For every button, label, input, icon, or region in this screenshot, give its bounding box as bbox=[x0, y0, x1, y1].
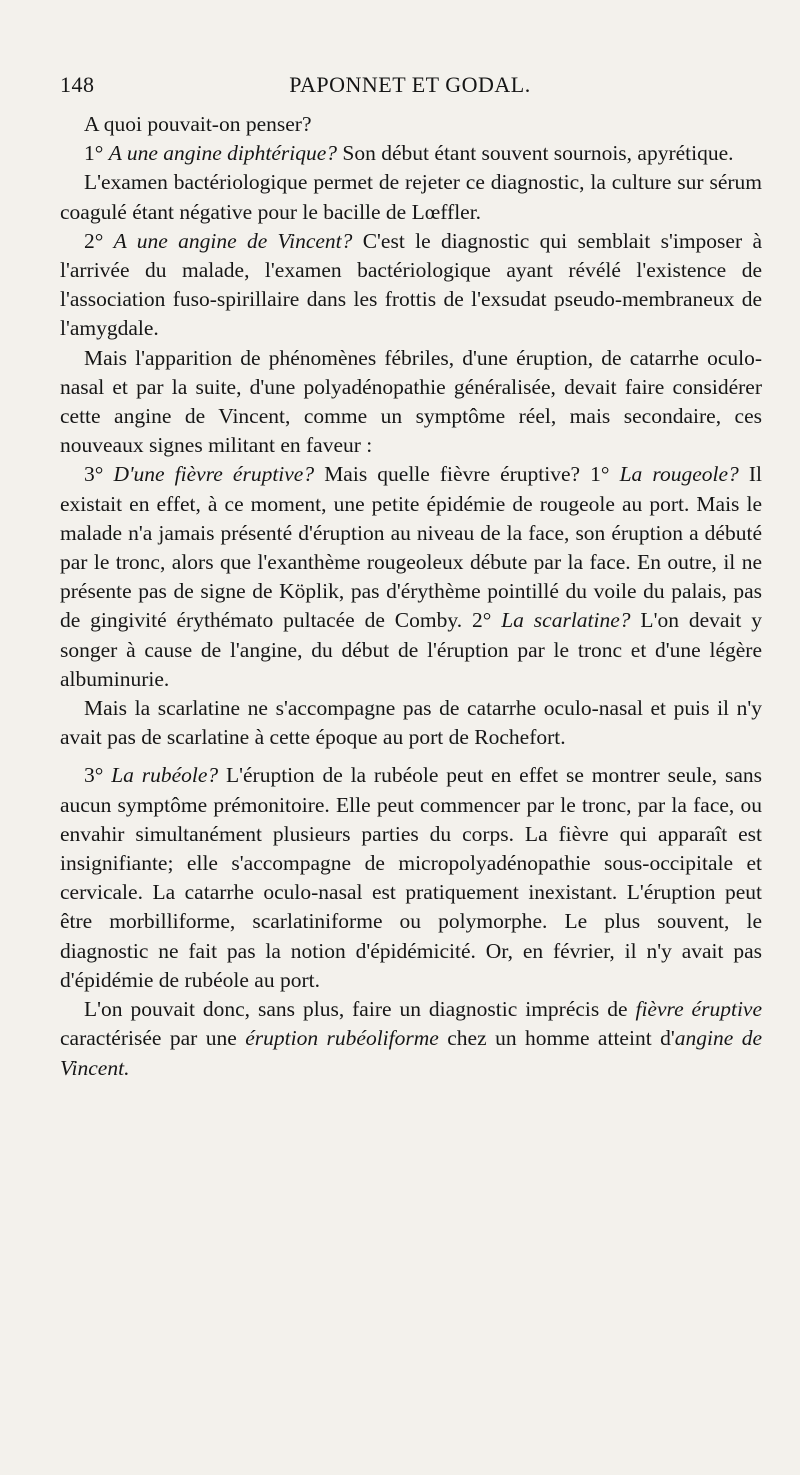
text-run: Mais quelle fièvre éruptive? 1° bbox=[314, 462, 620, 487]
paragraph bbox=[60, 995, 762, 1083]
paragraph bbox=[60, 344, 762, 461]
italic-text: La rubéole? bbox=[111, 763, 219, 788]
italic-text: La rougeole? bbox=[619, 462, 739, 487]
text-run: Il existait en effet, à ce moment, une petite épidémie de rougeole au port. Mais le malade n'a jamais présenté d'éruption au niveau de la face, son éruption a débuté par le tronc, alors que l'exanthème rougeoleux débute par la face. En outre, il ne présente pas de signe de Köplik, pas d'érythème pointillé du voile du palais, pas de gingivité érythémato pultacée de Comby. 2° bbox=[60, 462, 762, 633]
paragraph bbox=[60, 168, 762, 226]
paragraph bbox=[60, 761, 762, 995]
text-run: Mais la scarlatine ne s'accompagne pas de catarrhe oculo-nasal et puis il n'y avait pas de scarlatine à cette époque au port de Rochefort. bbox=[60, 696, 762, 750]
italic-text: éruption rubéoliforme bbox=[245, 1026, 439, 1051]
text-run: C'est le diagnostic qui semblait s'imposer à l'arrivée du malade, l'examen bactériologique ayant révélé l'existence de l'association fuso-spirillaire dans les frottis de l'exsudat pseudo-membraneux de l'amygdale. bbox=[60, 228, 762, 341]
body-text bbox=[60, 110, 762, 1083]
page-number: 148 bbox=[60, 72, 95, 97]
italic-text: angine de Vincent. bbox=[60, 1026, 762, 1080]
text-run: 1° bbox=[84, 141, 109, 166]
paragraph bbox=[60, 227, 762, 344]
paragraph bbox=[60, 110, 762, 139]
italic-text: D'une fièvre éruptive? bbox=[113, 462, 315, 487]
text-run: L'éruption de la rubéole peut en effet se montrer seule, sans aucun symptôme prémonitoire. Elle peut commencer par le tronc, par la face, ou envahir simultanément plusieurs parties du corps. La fièvre qui apparaît est insignifiante; elle s'accompagne de micropolyadénopathie sous-occipitale et cervicale. La catarrhe oculo-nasal est pratiquement inexistant. L'éruption peut être morbilliforme, scarlatiniforme ou polymorphe. Le plus souvent, le diagnostic ne fait pas la notion d'épidémicité. Or, en février, il n'y avait pas d'épidémie de rubéole au port. bbox=[60, 763, 763, 992]
text-run: 3° bbox=[84, 462, 114, 487]
text-run: L'on pouvait donc, sans plus, faire un diagnostic imprécis de bbox=[84, 997, 636, 1022]
italic-text: A une angine de Vincent? bbox=[113, 228, 353, 253]
paragraph bbox=[60, 694, 762, 752]
text-run: Mais l'apparition de phénomènes fébriles, d'une éruption, de catarrhe oculo-nasal et par la suite, d'une polyadénopathie généralisée, devait faire considérer cette angine de Vincent, comme un symptôme réel, mais secondaire, ces nouveaux signes militant en faveur : bbox=[60, 345, 762, 458]
text-run: chez un homme atteint d' bbox=[438, 1026, 675, 1051]
running-title: PAPONNET ET GODAL. bbox=[289, 72, 531, 97]
italic-text: La scarlatine? bbox=[501, 608, 631, 633]
italic-text: A une angine diphtérique? bbox=[108, 141, 338, 166]
text-run: Son début étant souvent sournois, apyrétique. bbox=[337, 141, 734, 166]
text-run: 3° bbox=[84, 763, 112, 788]
paragraph bbox=[60, 139, 762, 168]
text-run: 2° bbox=[84, 228, 114, 253]
text-run: caractérisée par une bbox=[60, 1026, 246, 1051]
text-run: L'examen bactériologique permet de rejeter ce diagnostic, la culture sur sérum coagulé étant négative pour le bacille de Lœffler. bbox=[60, 170, 762, 224]
paragraph bbox=[60, 460, 762, 694]
text-run: L'on devait y songer à cause de l'angine, du début de l'éruption par le tronc et d'une légère albuminurie. bbox=[60, 608, 762, 691]
page-header bbox=[60, 72, 760, 106]
text-run: A quoi pouvait-on penser? bbox=[84, 112, 312, 136]
italic-text: fièvre éruptive bbox=[635, 997, 763, 1022]
